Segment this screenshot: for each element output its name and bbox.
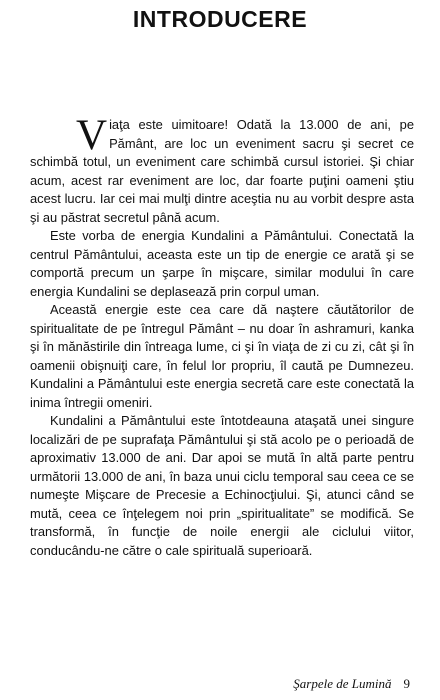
chapter-body: [30, 112, 414, 560]
page-number: 9: [403, 676, 410, 691]
drop-cap-letter: V: [76, 112, 108, 159]
paragraph-1: [30, 112, 414, 227]
footer-book-title: Şarpele de Lumină: [293, 676, 392, 691]
page-footer: [293, 676, 410, 692]
paragraph-3: Această energie este cea care dă naştere căutătorilor de spiritualitate de pe întregul Pământ – nu doar în ashramuri, kanka şi în mănăstirile din întreaga lume, ci şi în viaţa de zi cu zi, cât şi în oamenii obişnuiţi care, în felul lor propriu, îl caută pe Dumnezeu. Kundalini a Pământului este energia secretă care este conectată la inima întregii omeniri.: [30, 302, 414, 410]
paragraph-4: Kundalini a Pământului este întotdeauna ataşată unei singure localizări de pe suprafaţa Pământului şi stă acolo pe o perioadă de aproximativ 13.000 de ani. Dar apoi se mută în altă parte pentru următorii 13.000 de ani, în baza unui ciclu temporal sau ceea ce se numeşte Mişcare de Precesie a Echinocţiului. Şi, atunci când se mută, ceea ce înţelegem noi prin „spiritualitate” se modifică. Se transformă, în funcţie de noile energii ale ciclului viitor, conducându-ne către o cale spirituală superioară.: [30, 413, 414, 558]
chapter-title: INTRODUCERE: [132, 6, 308, 32]
paragraph-1-text: iaţa este uimitoare! Odată la 13.000 de ani, pe Pământ, are loc un eveniment sacru şi secret ce schimbă totul, un eveniment care schimbă cursul istoriei. Şi chiar acum, acest rar eveniment are loc, dar foarte puţini oameni ştiu acest lucru. Iar cei mai mulţi dintre aceştia nu au vorbit despre asta şi au păstrat secretul până acum.: [30, 117, 414, 225]
paragraph-2: Este vorba de energia Kundalini a Pământului. Conectată la centrul Pământului, aceasta este un tip de energie ce arată şi se comportă precum un şarpe în mişcare, similar modului în care energia Kundalini se deplasează prin corpul uman.: [30, 228, 414, 299]
